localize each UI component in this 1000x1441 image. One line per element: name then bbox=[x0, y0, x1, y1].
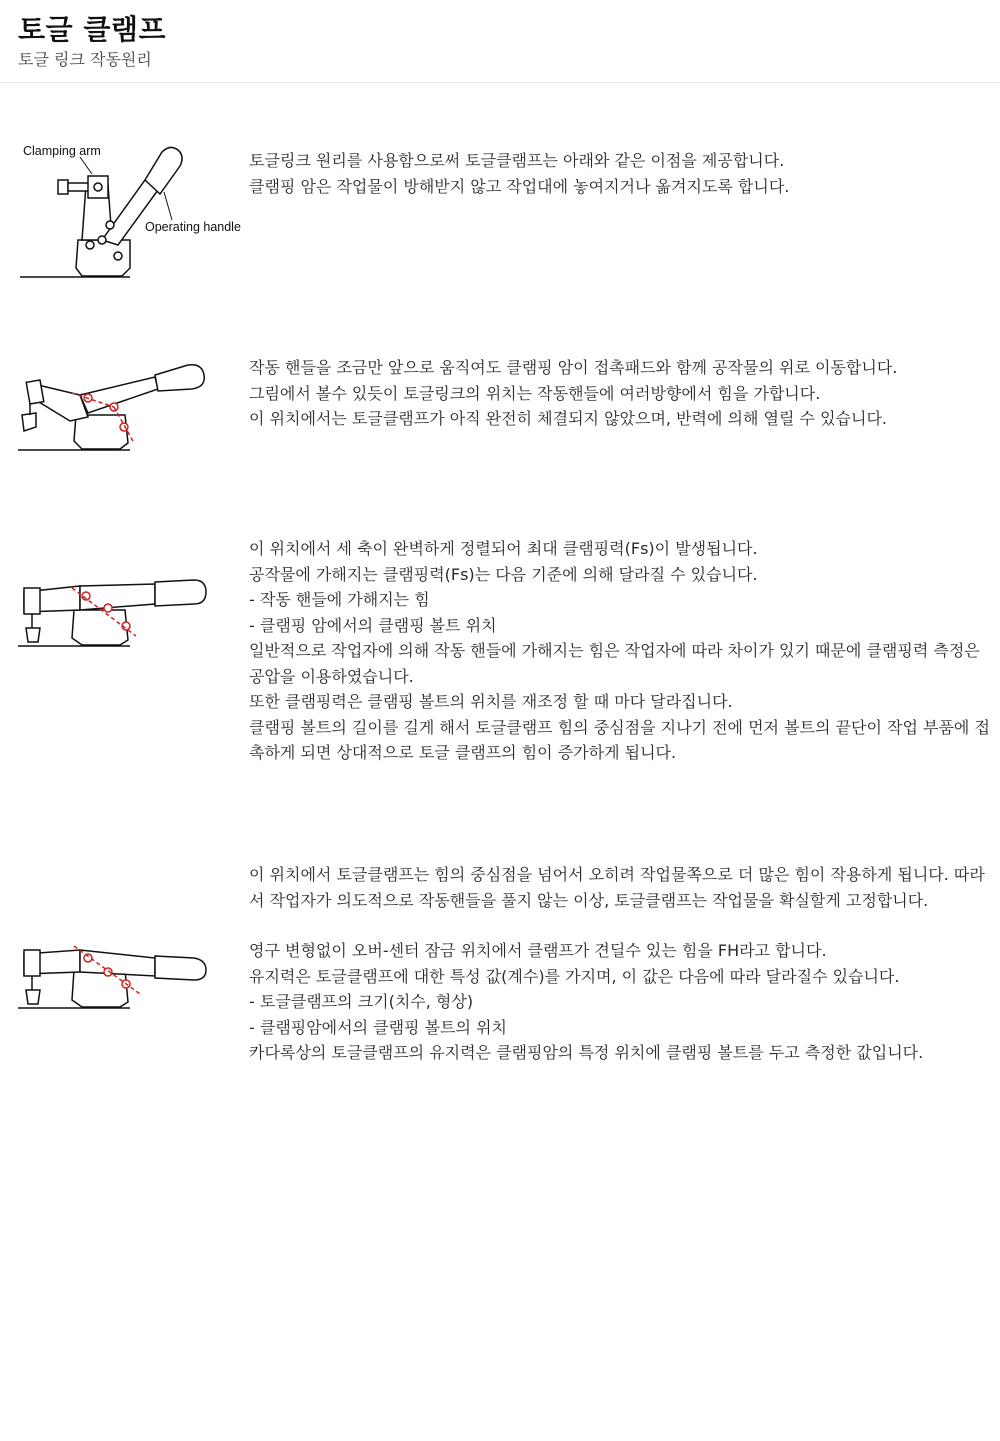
figure-clamp-over-center bbox=[10, 938, 250, 1013]
figure-clamp-aligned bbox=[10, 570, 250, 650]
section-3-text bbox=[249, 536, 994, 766]
paragraph: - 클램핑 암에서의 클램핑 볼트 위치 bbox=[249, 615, 497, 635]
page-header bbox=[0, 0, 1000, 83]
paragraph: 이 위치에서 토글클램프는 힘의 중심점을 넘어서 오히려 작업물쪽으로 더 많은 힘이 작용하게 됩니다. 따라서 작업자가 의도적으로 작동핸들을 풀지 않는 이상, 토글클램프는 작업물을 확실할게 고정합니다. bbox=[249, 865, 985, 910]
toggle-clamp-over-center-illustration bbox=[10, 938, 250, 1013]
page-title: 토글 클램프 bbox=[18, 13, 166, 46]
figure-clamp-closing bbox=[10, 355, 250, 455]
paragraph: 그림에서 볼수 있듯이 토글링크의 위치는 작동핸들에 여러방향에서 힘을 가합니다. bbox=[249, 383, 821, 403]
section-4-text bbox=[249, 862, 994, 1066]
paragraph: - 클램핑암에서의 클램핑 볼트의 위치 bbox=[249, 1017, 507, 1037]
toggle-clamp-aligned-illustration bbox=[10, 570, 250, 650]
paragraph: 작동 핸들을 조금만 앞으로 움직여도 클램핑 암이 접촉패드와 함께 공작물의 위로 이동합니다. bbox=[249, 358, 898, 377]
paragraph: - 토글클램프의 크기(치수, 형상) bbox=[249, 992, 474, 1011]
paragraph: 공작물에 가해지는 클램핑력(Fs)는 다음 기준에 의해 달라질 수 있습니다. bbox=[249, 564, 758, 584]
paragraph: 또한 클램핑력은 클램핑 볼트의 위치를 재조정 할 때 마다 달라집니다. bbox=[249, 692, 733, 711]
paragraph: 일반적으로 작업자에 의해 작동 핸들에 가해지는 힘은 작업자에 따라 차이가 있기 때문에 클램핑력 측정은 공압을 이용하였습니다. bbox=[249, 641, 980, 686]
paragraph: 토글링크 원리를 사용함으로써 토글클램프는 아래와 같은 이점을 제공합니다. bbox=[249, 151, 785, 170]
figure-clamp-open bbox=[10, 140, 250, 285]
section-1-text bbox=[249, 148, 994, 199]
paragraph: 영구 변형없이 오버-센터 잠금 위치에서 클램프가 견딜수 있는 힘을 FH라고 합니다. bbox=[249, 941, 827, 960]
section-2-text bbox=[249, 355, 994, 432]
paragraph: 이 위치에서 세 축이 완벽하게 정렬되어 최대 클램핑력(Fs)이 발생됩니다. bbox=[249, 539, 758, 558]
paragraph: - 작동 핸들에 가해지는 힘 bbox=[249, 590, 430, 609]
page-subtitle: 토글 링크 작동원리 bbox=[18, 50, 152, 69]
clamping-arm-label: Clamping arm bbox=[23, 144, 101, 158]
toggle-clamp-open-illustration bbox=[10, 140, 250, 285]
operating-handle-label: Operating handle bbox=[145, 220, 241, 234]
toggle-clamp-closing-illustration bbox=[10, 355, 250, 455]
paragraph: 유지력은 토글클램프에 대한 특성 값(계수)를 가지며, 이 값은 다음에 따라 달라질수 있습니다. bbox=[249, 966, 900, 986]
paragraph: 클램핑 암은 작업물이 방해받지 않고 작업대에 놓여지거나 옮겨지도록 합니다. bbox=[249, 176, 790, 196]
paragraph: 카다록상의 토글클램프의 유지력은 클램핑암의 특정 위치에 클램핑 볼트를 두고 측정한 값입니다. bbox=[249, 1043, 924, 1062]
paragraph: 이 위치에서는 토글클램프가 아직 완전히 체결되지 않았으며, 반력에 의해 열릴 수 있습니다. bbox=[249, 409, 887, 428]
paragraph: 클램핑 볼트의 길이를 길게 해서 토글클램프 힘의 중심점을 지나기 전에 먼저 볼트의 끝단이 작업 부품에 접촉하게 되면 상대적으로 토글 클램프의 힘이 증가하게 됩니다. bbox=[249, 717, 990, 762]
